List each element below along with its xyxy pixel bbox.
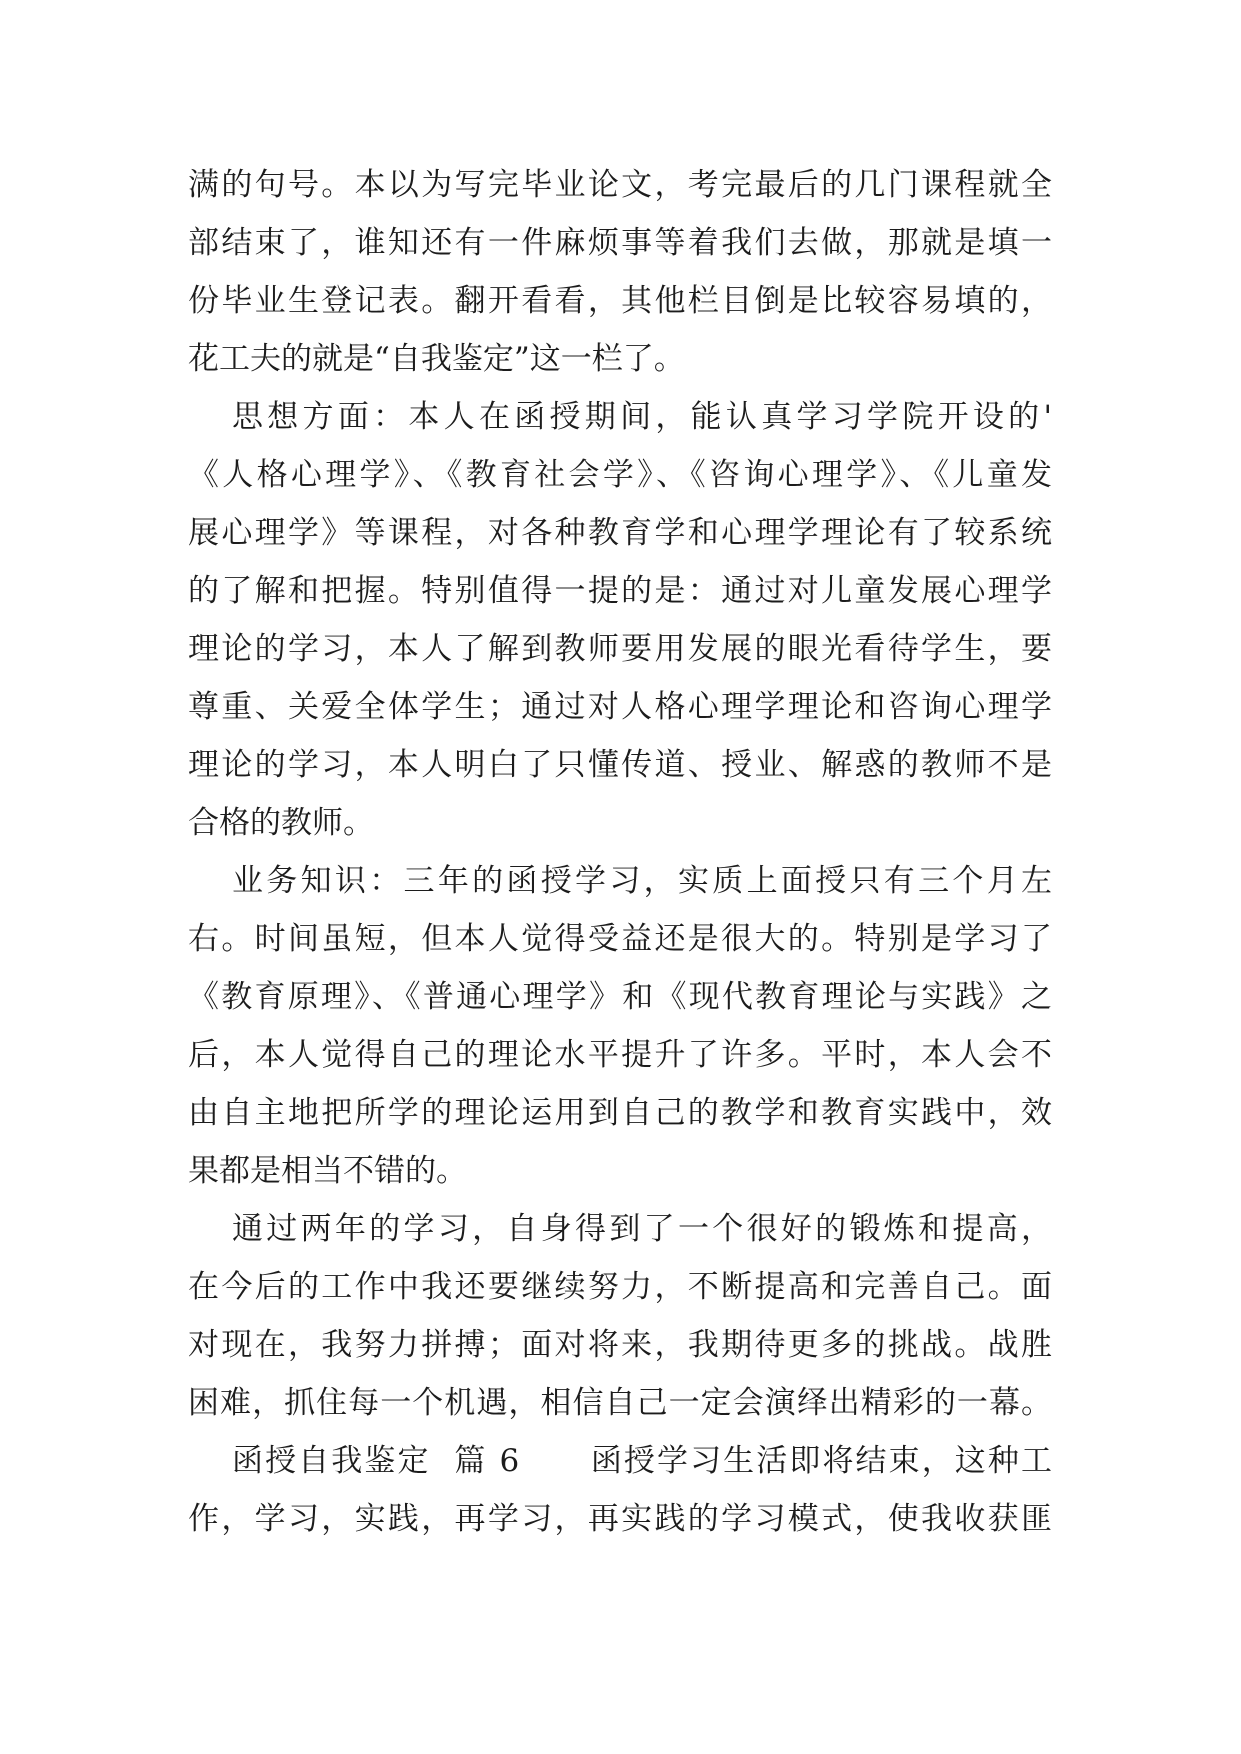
document-body <box>188 156 1052 1548</box>
text-line: 对现在，我努力拼搏；面对将来，我期待更多的挑战。战胜 <box>188 1327 1052 1363</box>
text-line: 业务知识：三年的函授学习，实质上面授只有三个月左 <box>232 863 1052 899</box>
text-line: 满的句号。本以为写完毕业论文，考完最后的几门课程就全 <box>188 167 1052 203</box>
text-line: 份毕业生登记表。翻开看看，其他栏目倒是比较容易填的， <box>188 283 1052 319</box>
text-line: 困难，抓住每一个机遇，相信自己一定会演绎出精彩的一幕。 <box>188 1385 1052 1421</box>
text-line: 《教育原理》、《普通心理学》和《现代教育理论与实践》之 <box>188 979 1052 1015</box>
text-line: 部结束了，谁知还有一件麻烦事等着我们去做，那就是填一 <box>188 225 1052 261</box>
text-line: 在今后的工作中我还要继续努力，不断提高和完善自己。面 <box>188 1269 1052 1305</box>
paragraph <box>188 1200 1052 1432</box>
text-line: 理论的学习，本人了解到教师要用发展的眼光看待学生，要 <box>188 631 1052 667</box>
text-line: 通过两年的学习，自身得到了一个很好的锻炼和提高， <box>232 1211 1052 1247</box>
text-line: 花工夫的就是“自我鉴定”这一栏了。 <box>188 341 685 377</box>
text-line: 尊重、关爱全体学生；通过对人格心理学理论和咨询心理学 <box>188 689 1052 725</box>
text-line: 展心理学》等课程，对各种教育学和心理学理论有了较系统 <box>188 515 1052 551</box>
text-line: 理论的学习，本人明白了只懂传道、授业、解惑的教师不是 <box>188 747 1052 783</box>
section-heading-line: 函授自我鉴定 篇 6 函授学习生活即将结束，这种工 <box>232 1443 1052 1479</box>
text-line: 后，本人觉得自己的理论水平提升了许多。平时，本人会不 <box>188 1037 1052 1073</box>
text-line: 合格的教师。 <box>188 805 374 841</box>
paragraph <box>188 156 1052 388</box>
paragraph <box>188 852 1052 1200</box>
text-line: 果都是相当不错的。 <box>188 1153 467 1189</box>
paragraph <box>188 1432 1052 1548</box>
text-line: 《人格心理学》、《教育社会学》、《咨询心理学》、《儿童发 <box>188 457 1052 493</box>
text-line: 由自主地把所学的理论运用到自己的教学和教育实践中，效 <box>188 1095 1052 1131</box>
text-line: 思想方面：本人在函授期间，能认真学习学院开设的' <box>232 399 1052 435</box>
text-line: 的了解和把握。特别值得一提的是：通过对儿童发展心理学 <box>188 573 1052 609</box>
text-line: 作，学习，实践，再学习，再实践的学习模式，使我收获匪 <box>188 1501 1052 1537</box>
paragraph <box>188 388 1052 852</box>
text-line: 右。时间虽短，但本人觉得受益还是很大的。特别是学习了 <box>188 921 1052 957</box>
